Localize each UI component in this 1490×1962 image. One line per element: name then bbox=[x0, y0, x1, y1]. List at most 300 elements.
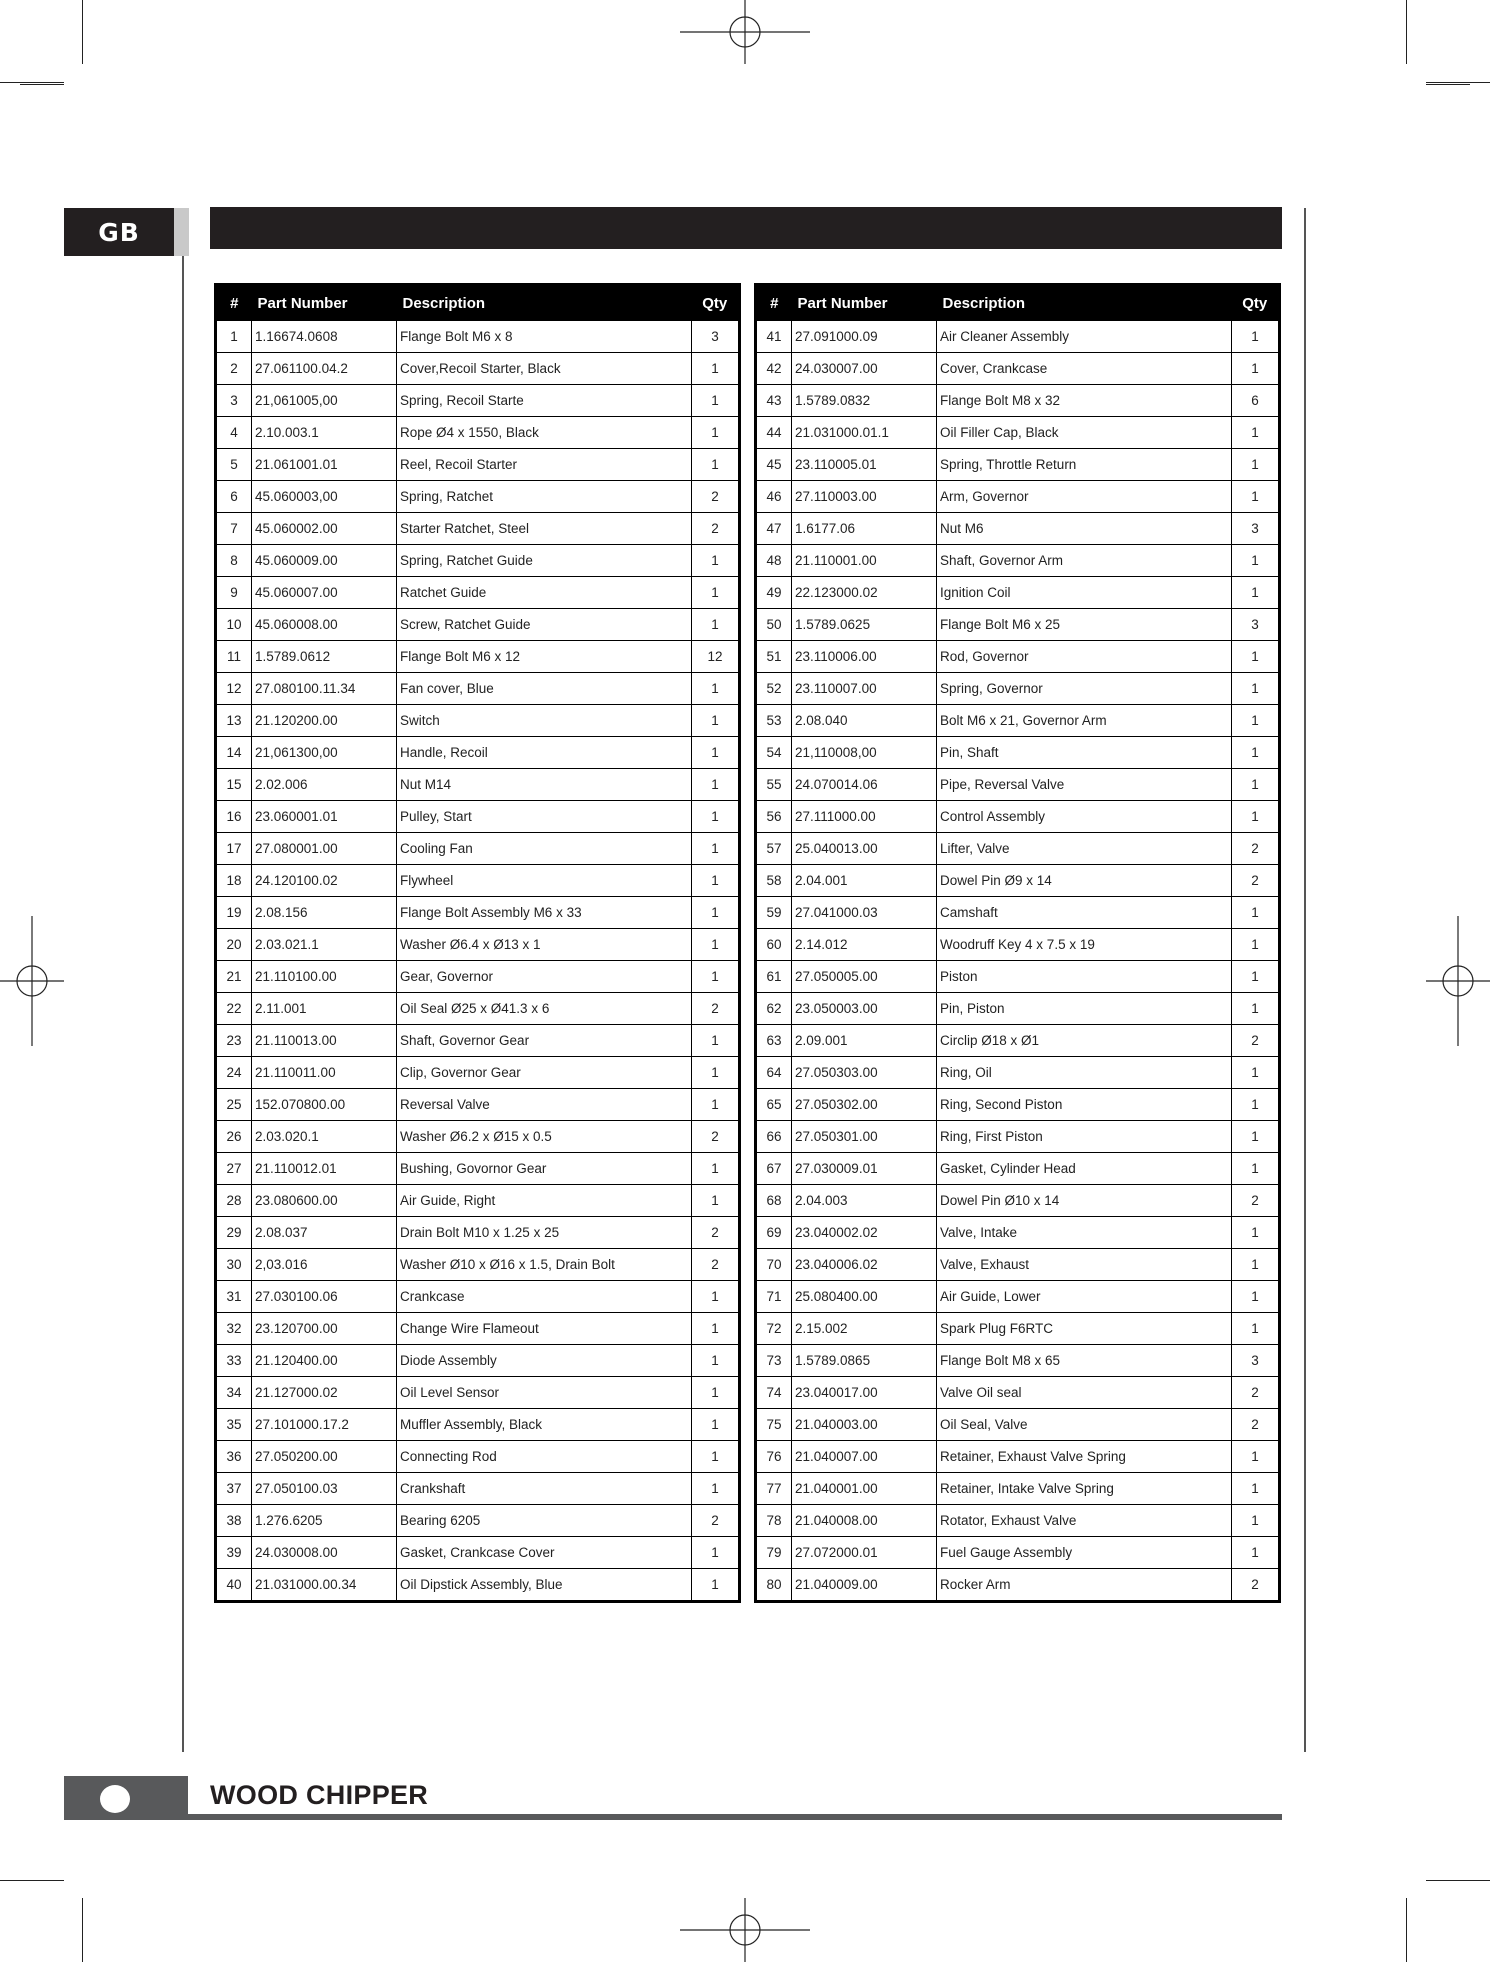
cell-description: Circlip Ø18 x Ø1 bbox=[937, 1025, 1232, 1057]
cell-part-number: 21.031000.01.1 bbox=[792, 417, 937, 449]
cell-num: 61 bbox=[756, 961, 792, 993]
cell-part-number: 27.041000.03 bbox=[792, 897, 937, 929]
cell-description: Bolt M6 x 21, Governor Arm bbox=[937, 705, 1232, 737]
cell-num: 36 bbox=[216, 1441, 252, 1473]
crop-mark bbox=[20, 84, 64, 85]
cell-num: 19 bbox=[216, 897, 252, 929]
table-row bbox=[216, 449, 740, 481]
cell-qty: 1 bbox=[1232, 993, 1280, 1025]
cell-num: 31 bbox=[216, 1281, 252, 1313]
cell-num: 41 bbox=[756, 321, 792, 353]
cell-description: Pipe, Reversal Valve bbox=[937, 769, 1232, 801]
table-row bbox=[216, 641, 740, 673]
table-row bbox=[216, 1089, 740, 1121]
cell-part-number: 27.110003.00 bbox=[792, 481, 937, 513]
cell-part-number: 21.120200.00 bbox=[252, 705, 397, 737]
cell-qty: 1 bbox=[692, 1537, 740, 1569]
table-row bbox=[756, 1537, 1280, 1569]
table-header-row bbox=[756, 285, 1280, 321]
cell-qty: 6 bbox=[1232, 385, 1280, 417]
cell-num: 50 bbox=[756, 609, 792, 641]
table-header-row bbox=[216, 285, 740, 321]
table-row bbox=[216, 897, 740, 929]
cell-num: 56 bbox=[756, 801, 792, 833]
table-row bbox=[216, 929, 740, 961]
cell-part-number: 27.030100.06 bbox=[252, 1281, 397, 1313]
table-row bbox=[216, 513, 740, 545]
cell-num: 66 bbox=[756, 1121, 792, 1153]
cell-part-number: 23.080600.00 bbox=[252, 1185, 397, 1217]
cell-part-number: 21.110100.00 bbox=[252, 961, 397, 993]
cell-qty: 1 bbox=[692, 1569, 740, 1602]
table-row bbox=[756, 641, 1280, 673]
cell-part-number: 27.111000.00 bbox=[792, 801, 937, 833]
cell-description: Camshaft bbox=[937, 897, 1232, 929]
cell-part-number: 1.276.6205 bbox=[252, 1505, 397, 1537]
cell-qty: 1 bbox=[692, 449, 740, 481]
table-row bbox=[756, 1185, 1280, 1217]
cell-num: 30 bbox=[216, 1249, 252, 1281]
cell-description: Reversal Valve bbox=[397, 1089, 692, 1121]
column-header-qty: Qty bbox=[692, 285, 740, 321]
cell-description: Spring, Recoil Starte bbox=[397, 385, 692, 417]
cell-part-number: 21.040009.00 bbox=[792, 1569, 937, 1602]
cell-description: Ratchet Guide bbox=[397, 577, 692, 609]
cell-description: Lifter, Valve bbox=[937, 833, 1232, 865]
cell-num: 7 bbox=[216, 513, 252, 545]
table-row bbox=[756, 1089, 1280, 1121]
cell-description: Nut M6 bbox=[937, 513, 1232, 545]
language-tab: GB bbox=[64, 208, 174, 256]
table-row bbox=[756, 1217, 1280, 1249]
table-row bbox=[216, 1121, 740, 1153]
parts-table-left bbox=[214, 283, 741, 1603]
cell-qty: 1 bbox=[692, 545, 740, 577]
cell-description: Flange Bolt M8 x 32 bbox=[937, 385, 1232, 417]
cell-num: 17 bbox=[216, 833, 252, 865]
table-row bbox=[756, 481, 1280, 513]
cell-num: 45 bbox=[756, 449, 792, 481]
cell-part-number: 1.5789.0832 bbox=[792, 385, 937, 417]
cell-description: Ring, Oil bbox=[937, 1057, 1232, 1089]
cell-part-number: 45.060009.00 bbox=[252, 545, 397, 577]
cell-part-number: 27.030009.01 bbox=[792, 1153, 937, 1185]
table-row bbox=[756, 897, 1280, 929]
cell-part-number: 1.5789.0625 bbox=[792, 609, 937, 641]
cell-qty: 12 bbox=[692, 641, 740, 673]
table-row bbox=[756, 1441, 1280, 1473]
cell-qty: 2 bbox=[1232, 1025, 1280, 1057]
cell-qty: 1 bbox=[692, 673, 740, 705]
table-row bbox=[216, 385, 740, 417]
cell-description: Fuel Gauge Assembly bbox=[937, 1537, 1232, 1569]
cell-qty: 2 bbox=[692, 513, 740, 545]
cell-num: 75 bbox=[756, 1409, 792, 1441]
cell-description: Rotator, Exhaust Valve bbox=[937, 1505, 1232, 1537]
table-row bbox=[216, 1057, 740, 1089]
cell-qty: 2 bbox=[692, 1121, 740, 1153]
cell-qty: 1 bbox=[692, 1473, 740, 1505]
cell-num: 74 bbox=[756, 1377, 792, 1409]
cell-qty: 2 bbox=[1232, 865, 1280, 897]
table-row bbox=[216, 1537, 740, 1569]
table-row bbox=[756, 1505, 1280, 1537]
cell-description: Ring, First Piston bbox=[937, 1121, 1232, 1153]
table-row bbox=[216, 1281, 740, 1313]
cell-num: 38 bbox=[216, 1505, 252, 1537]
cell-description: Diode Assembly bbox=[397, 1345, 692, 1377]
cell-num: 13 bbox=[216, 705, 252, 737]
table-row bbox=[756, 321, 1280, 353]
cell-qty: 1 bbox=[1232, 1121, 1280, 1153]
cell-description: Oil Dipstick Assembly, Blue bbox=[397, 1569, 692, 1602]
column-header-description: Description bbox=[397, 285, 692, 321]
cell-qty: 1 bbox=[692, 1281, 740, 1313]
cell-num: 58 bbox=[756, 865, 792, 897]
cell-description: Air Guide, Right bbox=[397, 1185, 692, 1217]
crop-mark bbox=[1426, 82, 1490, 83]
cell-num: 35 bbox=[216, 1409, 252, 1441]
cell-num: 23 bbox=[216, 1025, 252, 1057]
crop-mark bbox=[82, 0, 83, 64]
cell-part-number: 21.110001.00 bbox=[792, 545, 937, 577]
cell-part-number: 21.040001.00 bbox=[792, 1473, 937, 1505]
cell-part-number: 27.050302.00 bbox=[792, 1089, 937, 1121]
cell-qty: 1 bbox=[692, 1345, 740, 1377]
table-row bbox=[756, 1249, 1280, 1281]
cell-part-number: 27.101000.17.2 bbox=[252, 1409, 397, 1441]
cell-qty: 1 bbox=[692, 1057, 740, 1089]
cell-qty: 1 bbox=[1232, 929, 1280, 961]
cell-qty: 1 bbox=[1232, 961, 1280, 993]
cell-description: Oil Filler Cap, Black bbox=[937, 417, 1232, 449]
column-header-qty: Qty bbox=[1232, 285, 1280, 321]
cell-num: 68 bbox=[756, 1185, 792, 1217]
table-row bbox=[216, 865, 740, 897]
registration-mark-top bbox=[680, 0, 810, 64]
cell-part-number: 21.127000.02 bbox=[252, 1377, 397, 1409]
cell-part-number: 24.030008.00 bbox=[252, 1537, 397, 1569]
cell-part-number: 27.050100.03 bbox=[252, 1473, 397, 1505]
table-row bbox=[756, 1153, 1280, 1185]
cell-qty: 1 bbox=[1232, 321, 1280, 353]
cell-num: 60 bbox=[756, 929, 792, 961]
cell-part-number: 2.10.003.1 bbox=[252, 417, 397, 449]
table-row bbox=[756, 1409, 1280, 1441]
cell-qty: 3 bbox=[1232, 513, 1280, 545]
cell-part-number: 2.03.020.1 bbox=[252, 1121, 397, 1153]
cell-part-number: 152.070800.00 bbox=[252, 1089, 397, 1121]
cell-description: Pulley, Start bbox=[397, 801, 692, 833]
cell-num: 33 bbox=[216, 1345, 252, 1377]
table-row bbox=[756, 769, 1280, 801]
cell-part-number: 24.070014.06 bbox=[792, 769, 937, 801]
cell-part-number: 2.15.002 bbox=[792, 1313, 937, 1345]
cell-qty: 1 bbox=[692, 961, 740, 993]
cell-part-number: 21,061005,00 bbox=[252, 385, 397, 417]
cell-description: Fan cover, Blue bbox=[397, 673, 692, 705]
cell-part-number: 23.110006.00 bbox=[792, 641, 937, 673]
cell-num: 39 bbox=[216, 1537, 252, 1569]
cell-num: 16 bbox=[216, 801, 252, 833]
cell-description: Washer Ø10 x Ø16 x 1.5, Drain Bolt bbox=[397, 1249, 692, 1281]
crop-mark bbox=[1426, 1880, 1490, 1881]
table-row bbox=[216, 321, 740, 353]
cell-part-number: 27.080100.11.34 bbox=[252, 673, 397, 705]
cell-num: 53 bbox=[756, 705, 792, 737]
cell-description: Arm, Governor bbox=[937, 481, 1232, 513]
cell-qty: 1 bbox=[1232, 577, 1280, 609]
cell-num: 62 bbox=[756, 993, 792, 1025]
cell-qty: 1 bbox=[692, 353, 740, 385]
cell-description: Starter Ratchet, Steel bbox=[397, 513, 692, 545]
cell-qty: 3 bbox=[692, 321, 740, 353]
cell-part-number: 2.08.040 bbox=[792, 705, 937, 737]
table-row bbox=[756, 1121, 1280, 1153]
table-row bbox=[216, 1473, 740, 1505]
cell-qty: 2 bbox=[1232, 833, 1280, 865]
cell-description: Shaft, Governor Gear bbox=[397, 1025, 692, 1057]
cell-description: Piston bbox=[937, 961, 1232, 993]
cell-description: Air Cleaner Assembly bbox=[937, 321, 1232, 353]
cell-qty: 1 bbox=[692, 385, 740, 417]
cell-qty: 3 bbox=[1232, 1345, 1280, 1377]
cell-qty: 1 bbox=[692, 609, 740, 641]
cell-qty: 1 bbox=[1232, 1153, 1280, 1185]
cell-num: 34 bbox=[216, 1377, 252, 1409]
cell-part-number: 1.5789.0612 bbox=[252, 641, 397, 673]
cell-qty: 1 bbox=[692, 417, 740, 449]
cell-qty: 1 bbox=[692, 1185, 740, 1217]
cell-qty: 1 bbox=[1232, 801, 1280, 833]
cell-part-number: 21.031000.00.34 bbox=[252, 1569, 397, 1602]
cell-qty: 1 bbox=[692, 705, 740, 737]
cell-part-number: 21,110008,00 bbox=[792, 737, 937, 769]
cell-num: 69 bbox=[756, 1217, 792, 1249]
cell-description: Oil Seal, Valve bbox=[937, 1409, 1232, 1441]
cell-description: Ignition Coil bbox=[937, 577, 1232, 609]
cell-qty: 1 bbox=[1232, 353, 1280, 385]
table-row bbox=[756, 1313, 1280, 1345]
cell-description: Spring, Governor bbox=[937, 673, 1232, 705]
cell-description: Muffler Assembly, Black bbox=[397, 1409, 692, 1441]
cell-qty: 1 bbox=[692, 865, 740, 897]
page-rule-left bbox=[182, 256, 184, 1752]
cell-qty: 1 bbox=[692, 737, 740, 769]
cell-qty: 1 bbox=[692, 1409, 740, 1441]
column-header-part-number: Part Number bbox=[792, 285, 937, 321]
cell-num: 65 bbox=[756, 1089, 792, 1121]
page-rule-right bbox=[1304, 208, 1306, 1752]
cell-qty: 1 bbox=[1232, 1249, 1280, 1281]
cell-description: Rope Ø4 x 1550, Black bbox=[397, 417, 692, 449]
cell-qty: 1 bbox=[1232, 1281, 1280, 1313]
cell-qty: 1 bbox=[692, 577, 740, 609]
column-header-num: # bbox=[216, 285, 252, 321]
cell-num: 12 bbox=[216, 673, 252, 705]
table-row bbox=[216, 993, 740, 1025]
cell-description: Bearing 6205 bbox=[397, 1505, 692, 1537]
table-row bbox=[216, 673, 740, 705]
cell-qty: 2 bbox=[692, 1505, 740, 1537]
cell-part-number: 1.6177.06 bbox=[792, 513, 937, 545]
table-row bbox=[216, 577, 740, 609]
column-header-description: Description bbox=[937, 285, 1232, 321]
cell-description: Cooling Fan bbox=[397, 833, 692, 865]
cell-part-number: 21.061001.01 bbox=[252, 449, 397, 481]
cell-num: 32 bbox=[216, 1313, 252, 1345]
cell-qty: 3 bbox=[1232, 609, 1280, 641]
cell-num: 44 bbox=[756, 417, 792, 449]
crop-mark bbox=[1426, 84, 1470, 85]
cell-qty: 1 bbox=[692, 1153, 740, 1185]
cell-part-number: 24.120100.02 bbox=[252, 865, 397, 897]
cell-num: 22 bbox=[216, 993, 252, 1025]
cell-part-number: 27.050301.00 bbox=[792, 1121, 937, 1153]
cell-part-number: 23.120700.00 bbox=[252, 1313, 397, 1345]
table-row bbox=[756, 1057, 1280, 1089]
cell-num: 64 bbox=[756, 1057, 792, 1089]
cell-description: Spring, Ratchet bbox=[397, 481, 692, 513]
table-row bbox=[216, 769, 740, 801]
table-row bbox=[756, 1281, 1280, 1313]
cell-description: Flange Bolt M8 x 65 bbox=[937, 1345, 1232, 1377]
cell-description: Washer Ø6.2 x Ø15 x 0.5 bbox=[397, 1121, 692, 1153]
cell-num: 55 bbox=[756, 769, 792, 801]
footer-title: WOOD CHIPPER bbox=[210, 1780, 429, 1810]
table-row bbox=[756, 385, 1280, 417]
cell-qty: 1 bbox=[1232, 449, 1280, 481]
table-row bbox=[756, 1345, 1280, 1377]
crop-mark bbox=[0, 1880, 64, 1881]
cell-num: 52 bbox=[756, 673, 792, 705]
cell-part-number: 27.072000.01 bbox=[792, 1537, 937, 1569]
table-row bbox=[756, 993, 1280, 1025]
cell-qty: 1 bbox=[1232, 545, 1280, 577]
cell-num: 1 bbox=[216, 321, 252, 353]
language-tab-edge bbox=[174, 208, 189, 256]
table-row bbox=[216, 353, 740, 385]
cell-qty: 1 bbox=[692, 1313, 740, 1345]
cell-description: Valve, Intake bbox=[937, 1217, 1232, 1249]
cell-num: 67 bbox=[756, 1153, 792, 1185]
crop-mark bbox=[1406, 1898, 1407, 1962]
cell-qty: 1 bbox=[1232, 1313, 1280, 1345]
table-row bbox=[756, 1569, 1280, 1602]
cell-qty: 1 bbox=[1232, 769, 1280, 801]
cell-num: 4 bbox=[216, 417, 252, 449]
cell-description: Gasket, Cylinder Head bbox=[937, 1153, 1232, 1185]
cell-num: 79 bbox=[756, 1537, 792, 1569]
cell-description: Clip, Governor Gear bbox=[397, 1057, 692, 1089]
cell-num: 72 bbox=[756, 1313, 792, 1345]
cell-description: Spring, Ratchet Guide bbox=[397, 545, 692, 577]
cell-description: Nut M14 bbox=[397, 769, 692, 801]
cell-description: Rocker Arm bbox=[937, 1569, 1232, 1602]
cell-num: 15 bbox=[216, 769, 252, 801]
cell-num: 46 bbox=[756, 481, 792, 513]
table-row bbox=[216, 1153, 740, 1185]
cell-num: 70 bbox=[756, 1249, 792, 1281]
cell-part-number: 45.060002.00 bbox=[252, 513, 397, 545]
cell-part-number: 1.5789.0865 bbox=[792, 1345, 937, 1377]
cell-num: 49 bbox=[756, 577, 792, 609]
cell-description: Change Wire Flameout bbox=[397, 1313, 692, 1345]
table-row bbox=[216, 705, 740, 737]
cell-description: Valve, Exhaust bbox=[937, 1249, 1232, 1281]
cell-part-number: 2.08.037 bbox=[252, 1217, 397, 1249]
header-bar bbox=[210, 207, 1282, 249]
cell-description: Gasket, Crankcase Cover bbox=[397, 1537, 692, 1569]
table-row bbox=[756, 449, 1280, 481]
cell-description: Flange Bolt M6 x 25 bbox=[937, 609, 1232, 641]
cell-qty: 1 bbox=[1232, 673, 1280, 705]
cell-num: 48 bbox=[756, 545, 792, 577]
table-row bbox=[756, 865, 1280, 897]
cell-num: 5 bbox=[216, 449, 252, 481]
cell-part-number: 21.040003.00 bbox=[792, 1409, 937, 1441]
cell-part-number: 2.03.021.1 bbox=[252, 929, 397, 961]
cell-qty: 1 bbox=[692, 1089, 740, 1121]
cell-part-number: 27.080001.00 bbox=[252, 833, 397, 865]
table-row bbox=[216, 1185, 740, 1217]
cell-num: 77 bbox=[756, 1473, 792, 1505]
parts-table-right bbox=[754, 283, 1281, 1603]
cell-num: 24 bbox=[216, 1057, 252, 1089]
cell-num: 37 bbox=[216, 1473, 252, 1505]
table-row bbox=[216, 961, 740, 993]
table-row bbox=[216, 609, 740, 641]
cell-description: Flange Bolt M6 x 12 bbox=[397, 641, 692, 673]
cell-qty: 1 bbox=[1232, 705, 1280, 737]
cell-description: Gear, Governor bbox=[397, 961, 692, 993]
table-row bbox=[756, 609, 1280, 641]
cell-qty: 2 bbox=[692, 481, 740, 513]
cell-qty: 2 bbox=[692, 993, 740, 1025]
cell-description: Drain Bolt M10 x 1.25 x 25 bbox=[397, 1217, 692, 1249]
column-header-num: # bbox=[756, 285, 792, 321]
table-row bbox=[756, 1473, 1280, 1505]
registration-mark-bottom bbox=[680, 1898, 810, 1962]
cell-part-number: 2.09.001 bbox=[792, 1025, 937, 1057]
cell-qty: 1 bbox=[1232, 1537, 1280, 1569]
cell-qty: 2 bbox=[692, 1249, 740, 1281]
cell-num: 3 bbox=[216, 385, 252, 417]
cell-description: Crankshaft bbox=[397, 1473, 692, 1505]
table-row bbox=[756, 513, 1280, 545]
table-row bbox=[756, 705, 1280, 737]
cell-num: 27 bbox=[216, 1153, 252, 1185]
cell-description: Dowel Pin Ø9 x 14 bbox=[937, 865, 1232, 897]
cell-description: Handle, Recoil bbox=[397, 737, 692, 769]
table-row bbox=[756, 737, 1280, 769]
cell-part-number: 2.08.156 bbox=[252, 897, 397, 929]
cell-part-number: 21,061300,00 bbox=[252, 737, 397, 769]
cell-qty: 1 bbox=[1232, 737, 1280, 769]
cell-part-number: 21.120400.00 bbox=[252, 1345, 397, 1377]
cell-part-number: 21.110013.00 bbox=[252, 1025, 397, 1057]
cell-part-number: 21.110012.01 bbox=[252, 1153, 397, 1185]
cell-qty: 1 bbox=[1232, 481, 1280, 513]
cell-description: Pin, Shaft bbox=[937, 737, 1232, 769]
cell-num: 47 bbox=[756, 513, 792, 545]
cell-qty: 2 bbox=[1232, 1569, 1280, 1602]
table-row bbox=[756, 577, 1280, 609]
cell-part-number: 2.04.003 bbox=[792, 1185, 937, 1217]
cell-num: 76 bbox=[756, 1441, 792, 1473]
cell-description: Cover, Crankcase bbox=[937, 353, 1232, 385]
cell-description: Flange Bolt M6 x 8 bbox=[397, 321, 692, 353]
